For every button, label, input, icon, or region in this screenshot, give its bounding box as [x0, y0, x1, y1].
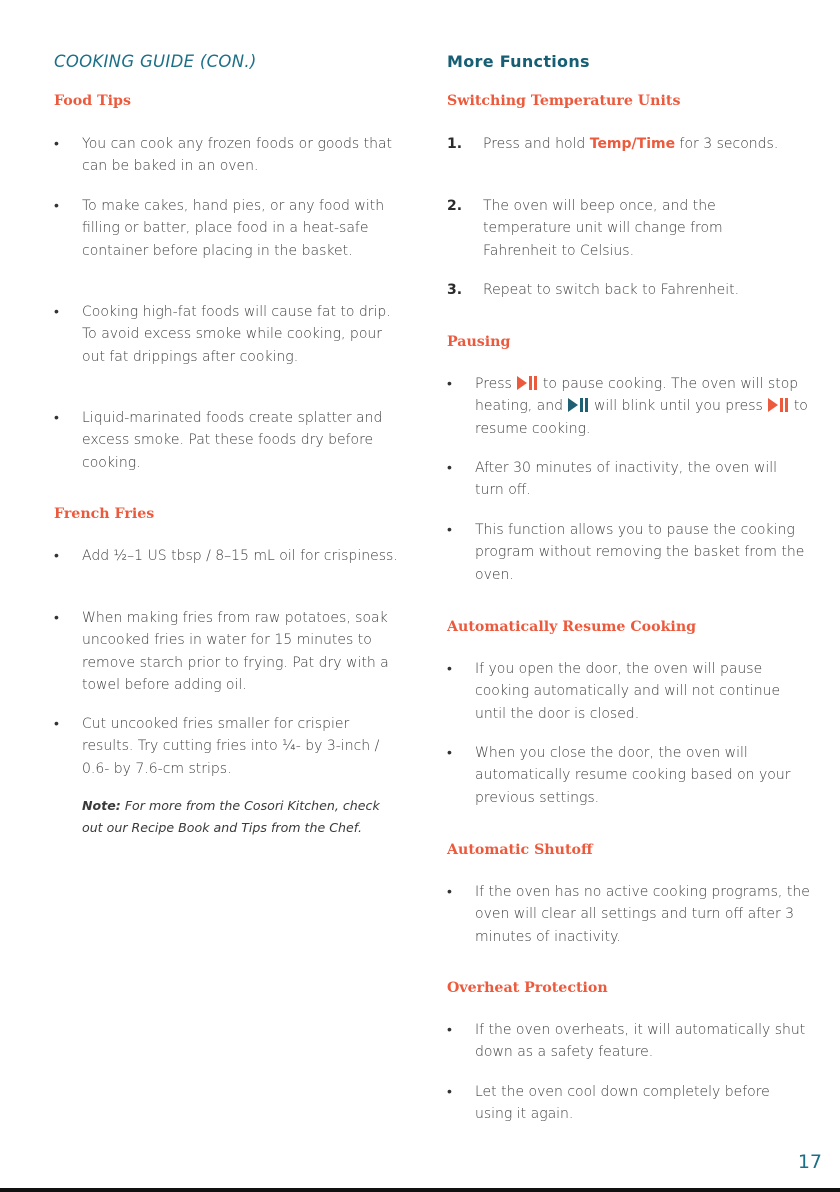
bullet-marker: •: [447, 1084, 452, 1100]
list-item: [54, 545, 404, 567]
bullet-text: Press: [475, 376, 512, 392]
section-title-auto-resume: Automatically Resume Cooking: [447, 619, 697, 635]
section-title-food-tips: Food Tips: [54, 93, 131, 109]
list-item: [54, 407, 404, 474]
note-text: For more from the Cosori Kitchen, check out our Recipe Book and Tips from the Chef.: [82, 798, 380, 835]
section-title-auto-shutoff: Automatic Shutoff: [447, 842, 593, 858]
step-number: 2.: [447, 198, 463, 214]
section-title-overheat: Overheat Protection: [447, 980, 608, 996]
list-item: [54, 301, 404, 368]
list-item: [54, 607, 404, 696]
step-number: 3.: [447, 282, 463, 298]
bullet-text: If the oven has no active cooking programs, the oven will clear all settings and turn off after 3 minutes of inactivity.: [475, 884, 810, 945]
bullet-text: will blink until you press: [593, 398, 763, 415]
play-pause-icon: [568, 398, 589, 412]
step-1: [447, 133, 793, 155]
bullet-text: If the oven overheats, it will automatically shut down as a safety feature.: [475, 1022, 806, 1061]
play-pause-icon: [768, 398, 789, 412]
list-item: [447, 373, 810, 440]
list-item: [447, 881, 810, 948]
bullet-marker: •: [447, 376, 452, 392]
list-item: [447, 457, 810, 502]
list-item: [54, 713, 404, 780]
step-text: Repeat to switch back to Fahrenheit.: [483, 282, 740, 298]
step-3: [447, 279, 793, 301]
bullet-marker: •: [447, 1022, 452, 1038]
step-text: for 3 seconds.: [675, 136, 779, 152]
bullet-marker: •: [447, 460, 452, 476]
page-header-more-functions: More Functions: [447, 52, 590, 71]
step-text: Press and hold: [483, 136, 590, 152]
bullet-marker: •: [447, 661, 452, 677]
bullet-marker: •: [447, 745, 452, 761]
page-header-cooking-guide: COOKING GUIDE (CON.): [54, 52, 257, 71]
section-title-french-fries: French Fries: [54, 506, 155, 522]
list-item: [447, 1081, 810, 1126]
bullet-text: to resume cooking.: [475, 398, 808, 437]
bullet-text: After 30 minutes of inactivity, the oven will turn off.: [475, 460, 777, 499]
bullet-text: When making fries from raw potatoes, soak uncooked fries in water for 15 minutes to remove starch prior to frying. Pat dry with a towel before adding oil.: [82, 610, 389, 693]
section-title-switching-units: Switching Temperature Units: [447, 93, 681, 109]
bullet-text: You can cook any frozen foods or goods that can be baked in an oven.: [82, 136, 393, 175]
play-pause-icon: [517, 376, 538, 390]
list-item: [54, 195, 404, 262]
bullet-text: If you open the door, the oven will pause cooking automatically and will not continue until the door is closed.: [475, 661, 781, 722]
note: [82, 795, 404, 839]
bullet-text: Cooking high-fat foods will cause fat to drip. To avoid excess smoke while cooking, pour out fat drippings after cooking.: [82, 304, 391, 365]
bullet-marker: •: [447, 884, 452, 900]
bottom-rule: [0, 1188, 840, 1192]
page-number: 17: [797, 1151, 822, 1173]
note-label: Note:: [82, 798, 121, 813]
bullet-marker: •: [447, 522, 452, 538]
list-item: [447, 658, 810, 725]
bullet-marker: •: [54, 304, 59, 320]
section-title-pausing: Pausing: [447, 334, 511, 350]
step-text: The oven will beep once, and the temperature unit will change from Fahrenheit to Celsius.: [483, 198, 723, 259]
step-number: 1.: [447, 136, 463, 152]
list-item: [54, 133, 404, 178]
bullet-text: When you close the door, the oven will automatically resume cooking based on your previous settings.: [475, 745, 791, 806]
bullet-marker: •: [54, 410, 59, 426]
bullet-text: Add ½–1 US tbsp / 8–15 mL oil for crispiness.: [82, 548, 398, 564]
bullet-text: Cut uncooked fries smaller for crispier results. Try cutting fries into ¼- by 3-inch / 0.6- by 7.6-cm strips.: [82, 716, 380, 777]
bullet-marker: •: [54, 548, 59, 564]
bullet-text: This function allows you to pause the cooking program without removing the basket from the oven.: [475, 522, 805, 583]
bullet-text: Liquid-marinated foods create splatter and excess smoke. Pat these foods dry before cooking.: [82, 410, 383, 471]
list-item: [447, 1019, 810, 1064]
bullet-marker: •: [54, 136, 59, 152]
list-item: [447, 742, 810, 809]
bullet-text: Let the oven cool down completely before using it again.: [475, 1084, 770, 1123]
step-2: [447, 195, 793, 262]
temp-time-label: Temp/Time: [589, 136, 676, 152]
bullet-marker: •: [54, 716, 59, 732]
bullet-marker: •: [54, 198, 59, 214]
bullet-text: To make cakes, hand pies, or any food with filling or batter, place food in a heat-safe container before placing in the basket.: [82, 198, 385, 259]
bullet-text: to pause cooking. The oven will stop heating, and: [475, 376, 799, 415]
bullet-marker: •: [54, 610, 59, 626]
list-item: [447, 519, 810, 586]
